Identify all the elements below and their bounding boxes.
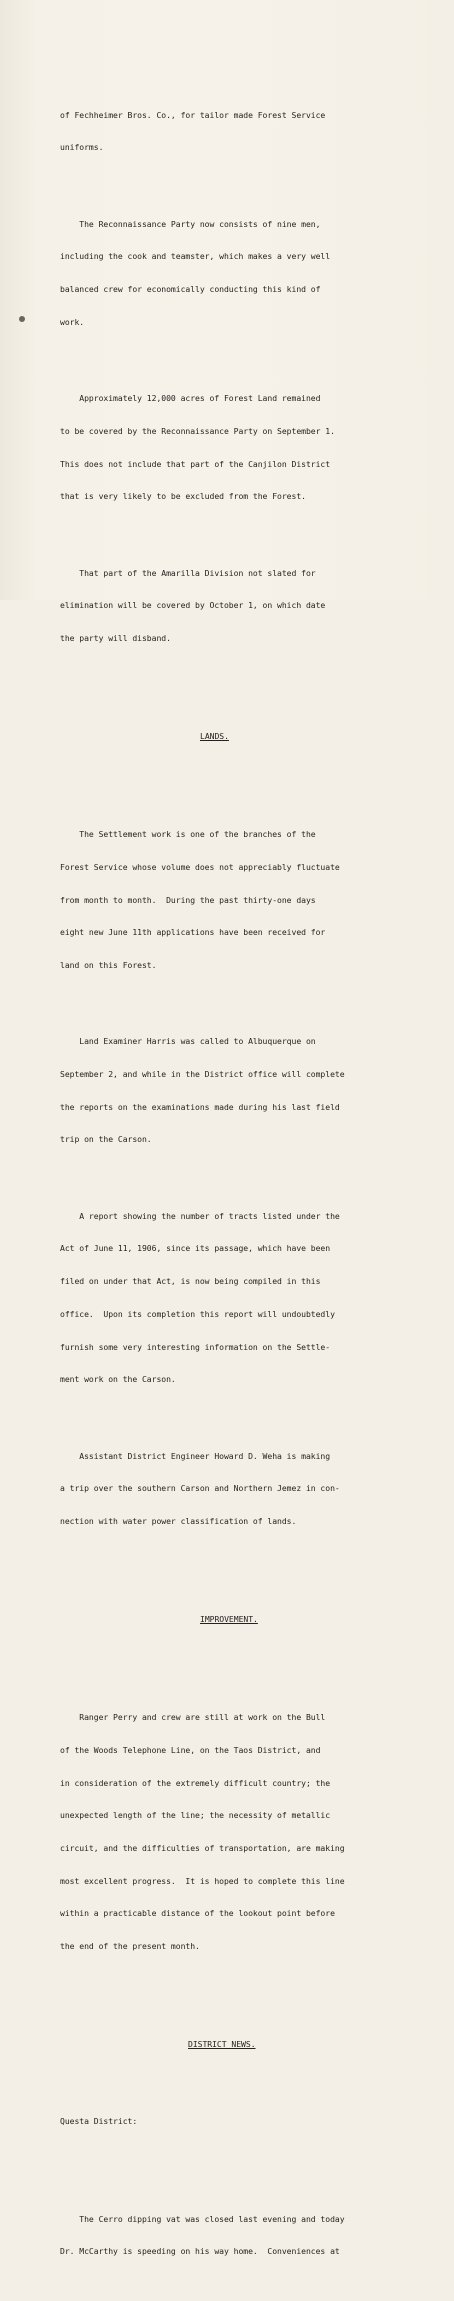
text-line: furnish some very interesting information on the Settle-	[60, 1341, 331, 1352]
text-line: in consideration of the extremely difficult country; the	[60, 1777, 331, 1788]
text-line: of the Woods Telephone Line, on the Taos District, and	[60, 1744, 321, 1755]
text-line: September 2, and while in the District office will complete	[60, 1069, 345, 1080]
paragraph-tracts-report	[60, 1189, 400, 1407]
text-line: to be covered by the Reconnaissance Party on September 1.	[60, 425, 335, 436]
paragraph-uniforms	[60, 88, 400, 175]
text-line: land on this Forest.	[60, 960, 157, 970]
section-heading-improvement: IMPROVEMENT.	[200, 1614, 258, 1625]
text-line: Land Examiner Harris was called to Albuquerque on	[60, 1036, 316, 1047]
paragraph-reconnaissance-party	[60, 197, 400, 350]
text-line: the party will disband.	[60, 632, 171, 643]
text-line: That part of the Amarilla Division not slated for	[60, 567, 316, 578]
punch-hole	[19, 316, 25, 322]
text-line: A report showing the number of tracts listed under the	[60, 1210, 340, 1221]
text-line: within a practicable distance of the lookout point before	[60, 1908, 335, 1919]
text-line: Approximately 12,000 acres of Forest Land remained	[60, 393, 321, 404]
text-line: of Fechheimer Bros. Co., for tailor made Forest Service	[60, 109, 326, 120]
text-line: trip on the Carson.	[60, 1134, 152, 1145]
paragraph-telephone-line	[60, 1690, 400, 1973]
paragraph-acres	[60, 371, 400, 524]
text-line: filed on under that Act, is now being compiled in this	[60, 1276, 321, 1287]
text-line: including the cook and teamster, which makes a very well	[60, 251, 331, 262]
text-line: The Cerro dipping vat was closed last evening and today	[60, 2213, 345, 2224]
text-line: balanced crew for economically conducting this kind of	[60, 284, 321, 295]
text-line: Act of June 11, 1906, since its passage, which have been	[60, 1243, 331, 1254]
paragraph-amarilla	[60, 546, 400, 666]
paragraph-engineer	[60, 1429, 400, 1549]
text-line: uniforms.	[60, 142, 104, 153]
text-line: the reports on the examinations made during his last field	[60, 1101, 340, 1112]
text-line: eight new June 11th applications have been received for	[60, 927, 326, 938]
text-line: that is very likely to be excluded from the Forest.	[60, 491, 306, 502]
document-body	[60, 66, 400, 2301]
paragraph-cerro-dipping-vat	[60, 2192, 400, 2279]
text-line: The Reconnaissance Party now consists of nine men,	[60, 218, 321, 229]
subheading-questa-district: Questa District:	[60, 2115, 138, 2126]
text-line: most excellent progress. It is hoped to complete this line	[60, 1875, 345, 1886]
text-line: Dr. McCarthy is speeding on his way home. Conveniences at	[60, 2246, 340, 2257]
text-line: This does not include that part of the Canjilon District	[60, 458, 331, 469]
section-heading-district-news: DISTRICT NEWS.	[188, 2039, 256, 2050]
text-line: nection with water power classification of lands.	[60, 1516, 297, 1527]
text-line: office. Upon its completion this report will undoubtedly	[60, 1308, 335, 1319]
text-line: a trip over the southern Carson and Northern Jemez in con-	[60, 1483, 340, 1494]
text-line: elimination will be covered by October 1, on which date	[60, 600, 326, 611]
text-line: Ranger Perry and crew are still at work on the Bull	[60, 1712, 326, 1723]
text-line: the end of the present month.	[60, 1941, 200, 1952]
text-line: ment work on the Carson.	[60, 1374, 176, 1385]
text-line: The Settlement work is one of the branches of the	[60, 829, 316, 840]
section-heading-lands: LANDS.	[200, 731, 229, 742]
text-line: unexpected length of the line; the necessity of metallic	[60, 1810, 331, 1821]
text-line: Forest Service whose volume does not appreciably fluctuate	[60, 861, 340, 872]
text-line: work.	[60, 316, 85, 327]
paragraph-settlement	[60, 807, 400, 992]
text-line: Assistant District Engineer Howard D. Weha is making	[60, 1450, 331, 1461]
paragraph-land-examiner	[60, 1015, 400, 1168]
text-line: from month to month. During the past thirty-one days	[60, 894, 316, 905]
text-line: circuit, and the difficulties of transportation, are making	[60, 1843, 345, 1854]
